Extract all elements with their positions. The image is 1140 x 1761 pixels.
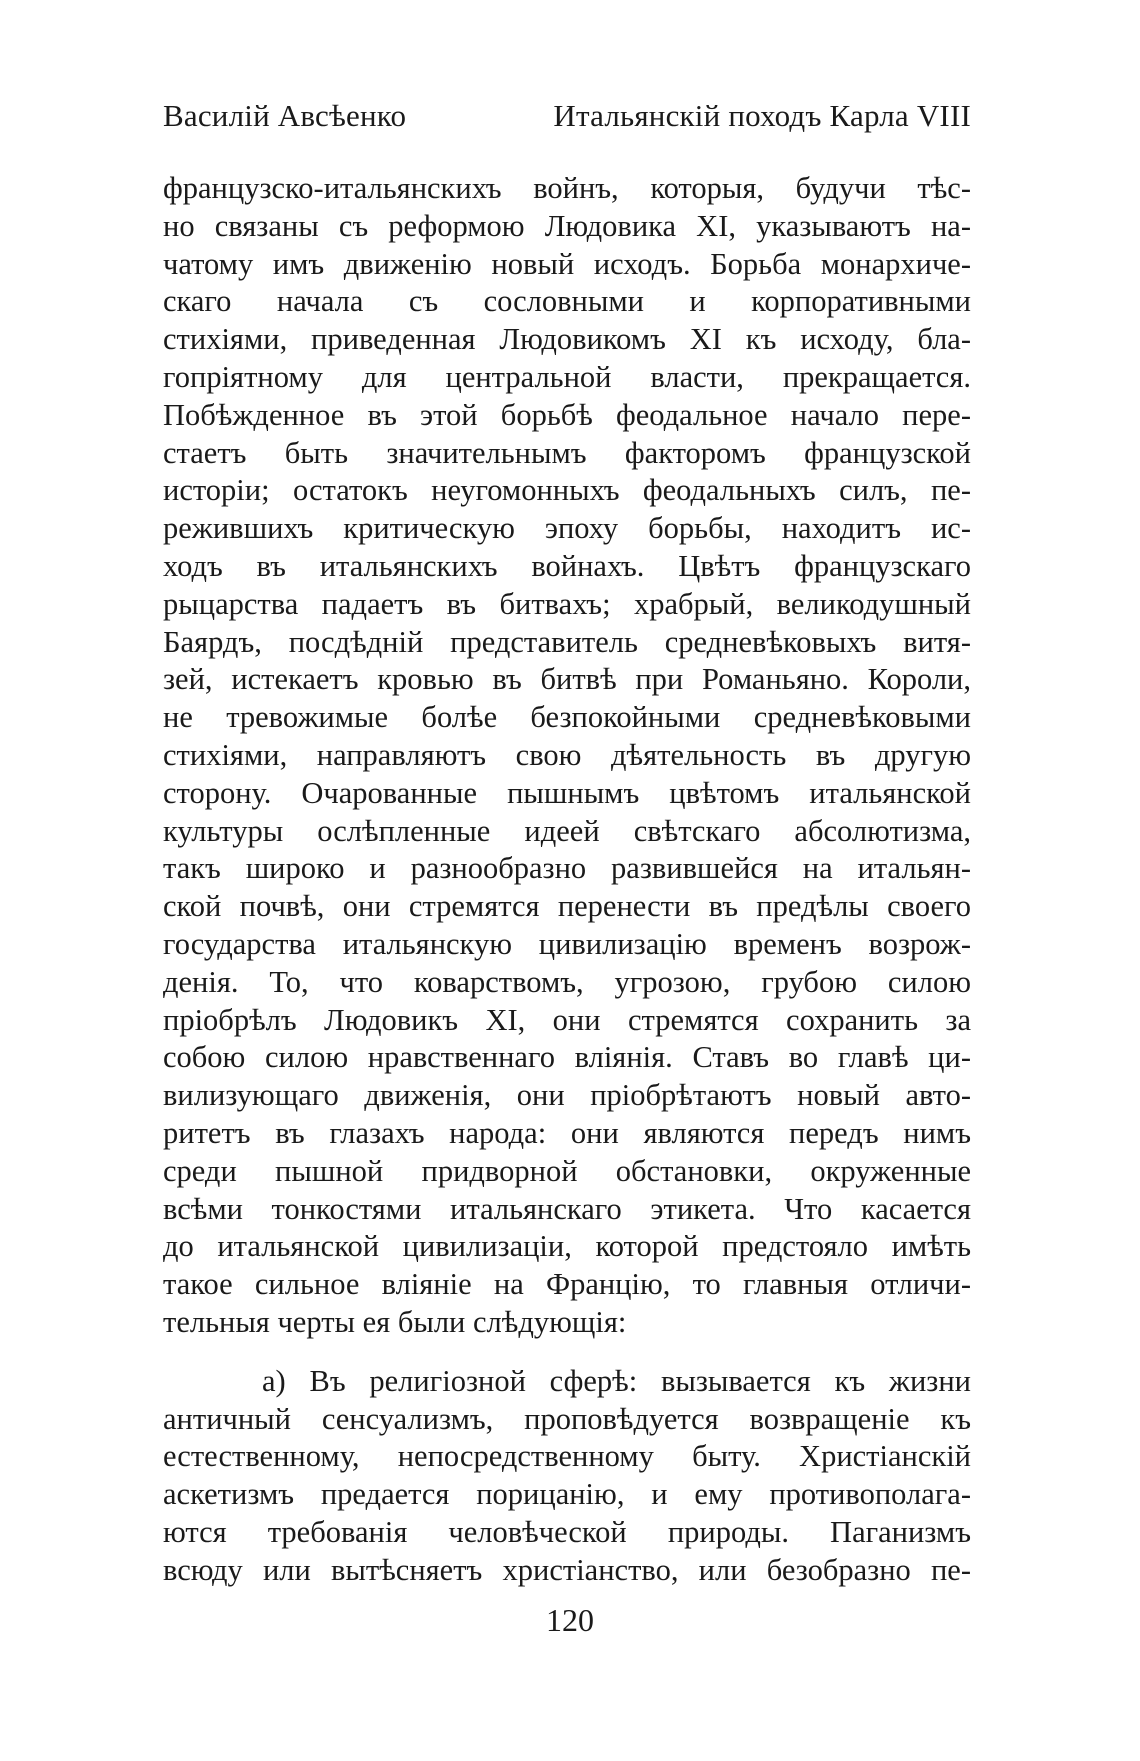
page [163,96,971,1589]
text-line: Побѣжденное въ этой борьбѣ феодальное начало пере- [163,397,971,432]
text-line: государства итальянскую цивилизацію временъ возрож- [163,926,971,961]
text-line: такъ широко и разнообразно развившейся на итальян- [163,851,971,886]
text-line: скаго начала съ сословными и корпоративными [163,284,971,319]
text-line: культуры ослѣпленные идеей свѣтскаго абсолютизма, [163,813,971,848]
text-line: ходъ въ итальянскихъ войнахъ. Цвѣтъ французскаго [163,548,971,583]
text-line: естественному, непосредственному быту. Христіанскій [163,1439,971,1474]
paragraph [163,170,971,1342]
text-line: пріобрѣлъ Людовикъ XI, они стремятся сохранить за [163,1002,971,1037]
text-line: не тревожимые болѣе безпокойными средневѣковыми [163,700,971,735]
text-line: ской почвѣ, они стремятся перенести въ предѣлы своего [163,889,971,924]
text-line: зей, истекаетъ кровью въ битвѣ при Романьяно. Короли, [163,662,971,697]
text-line: но связаны съ реформою Людовика XI, указываютъ на- [163,208,971,243]
text-line: Баярдъ, посдѣдній представитель средневѣковыхъ витя- [163,624,971,659]
text-line: стаетъ быть значительнымъ факторомъ французской [163,435,971,470]
text-line: денія. То, что коварствомъ, угрозою, грубою силою [163,964,971,999]
text-line: среди пышной придворной обстановки, окруженные [163,1153,971,1188]
running-head-title: Итальянскій походъ Карла VIII [553,98,971,133]
text-line: вилизующаго движенія, они пріобрѣтаютъ новый авто- [163,1078,971,1113]
text-line: до итальянской цивилизаціи, которой предстояло имѣть [163,1229,971,1264]
text-line: ются требованія человѣческой природы. Паганизмъ [163,1514,971,1549]
text-line: такое сильное вліяніе на Францію, то главныя отличи- [163,1267,971,1302]
text-line: гопріятному для центральной власти, прекращается. [163,359,971,394]
text-line: рыцарства падаетъ въ битвахъ; храбрый, великодушный [163,586,971,621]
text-line: стихіями, приведенная Людовикомъ XI къ исходу, бла- [163,322,971,357]
text-line: всѣми тонкостями итальянскаго этикета. Что касается [163,1191,971,1226]
paragraph [163,1363,971,1590]
text-line: режившихъ критическую эпоху борьбы, находитъ ис- [163,511,971,546]
body-text [163,170,971,1589]
text-line: стихіями, направляютъ свою дѣятельность въ другую [163,737,971,772]
text-line: ритетъ въ глазахъ народа: они являются передъ нимъ [163,1115,971,1150]
running-head-author: Василій Авсѣенко [163,98,407,133]
text-line: исторіи; остатокъ неугомонныхъ феодальныхъ силъ, пе- [163,473,971,508]
text-line: собою силою нравственнаго вліянія. Ставъ во главѣ ци- [163,1040,971,1075]
text-line: тельныя черты ея были слѣдующія: [163,1304,627,1339]
running-head [163,96,971,136]
paragraph-gap [163,1342,971,1363]
page-number: 120 [546,1602,594,1638]
text-line: всюду или вытѣсняетъ христіанство, или безобразно пе- [163,1552,971,1587]
text-line: аскетизмъ предается порицанію, и ему противополага- [163,1477,971,1512]
text-line: французско-итальянскихъ войнъ, которыя, будучи тѣс- [163,171,971,205]
text-line: а) Въ религіозной сферѣ: вызывается къ жизни [262,1363,971,1398]
text-line: античный сенсуализмъ, проповѣдуется возвращеніе къ [163,1401,971,1436]
text-line: чатому имъ движенію новый исходъ. Борьба монархиче- [163,246,971,281]
text-line: сторону. Очарованные пышнымъ цвѣтомъ итальянской [163,775,971,810]
